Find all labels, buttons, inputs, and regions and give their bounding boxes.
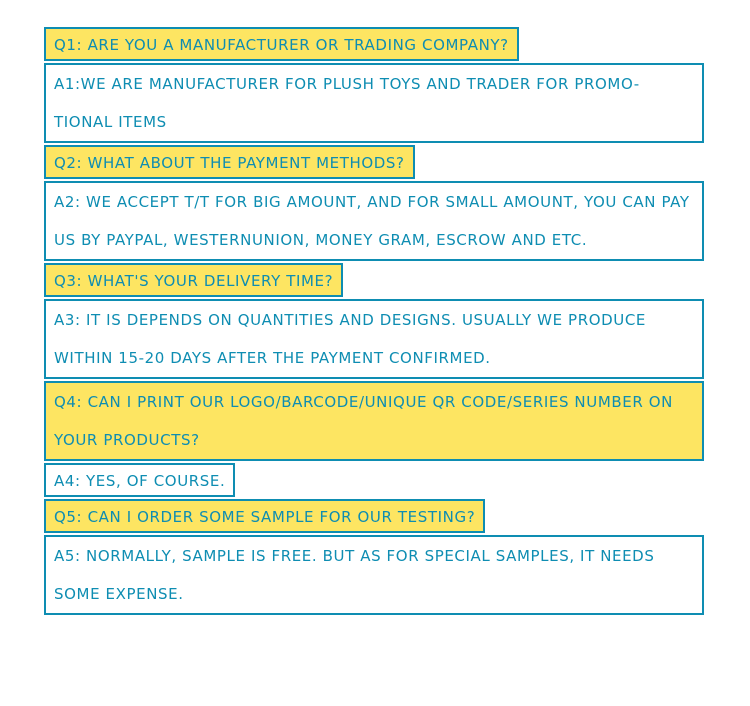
answer-2: A2: WE ACCEPT T/T FOR BIG AMOUNT, AND FOR SMALL AMOUNT, YOU CAN PAY US BY PAYPAL, WESTERNUNION, MONEY GRAM, ESCROW AND ETC. — [44, 181, 704, 261]
faq-item-1 — [44, 27, 704, 63]
answer-5: A5: NORMALLY, SAMPLE IS FREE. BUT AS FOR SPECIAL SAMPLES, IT NEEDS SOME EXPENSE. — [44, 535, 704, 615]
faq-list — [44, 27, 704, 617]
question-4: Q4: CAN I PRINT OUR LOGO/BARCODE/UNIQUE QR CODE/SERIES NUMBER ON YOUR PRODUCTS? — [44, 381, 704, 461]
answer-4: A4: YES, OF COURSE. — [44, 463, 235, 497]
faq-item-5 — [44, 499, 704, 535]
question-2: Q2: WHAT ABOUT THE PAYMENT METHODS? — [44, 145, 415, 179]
faq-item-4 — [44, 463, 704, 499]
question-3: Q3: WHAT'S YOUR DELIVERY TIME? — [44, 263, 343, 297]
faq-item-3 — [44, 263, 704, 299]
answer-3: A3: IT IS DEPENDS ON QUANTITIES AND DESIGNS. USUALLY WE PRODUCE WITHIN 15-20 DAYS AFTER THE PAYMENT CONFIRMED. — [44, 299, 704, 379]
answer-1: A1:WE ARE MANUFACTURER FOR PLUSH TOYS AND TRADER FOR PROMO- TIONAL ITEMS — [44, 63, 704, 143]
question-1: Q1: ARE YOU A MANUFACTURER OR TRADING COMPANY? — [44, 27, 519, 61]
faq-item-2 — [44, 145, 704, 181]
question-5: Q5: CAN I ORDER SOME SAMPLE FOR OUR TESTING? — [44, 499, 485, 533]
